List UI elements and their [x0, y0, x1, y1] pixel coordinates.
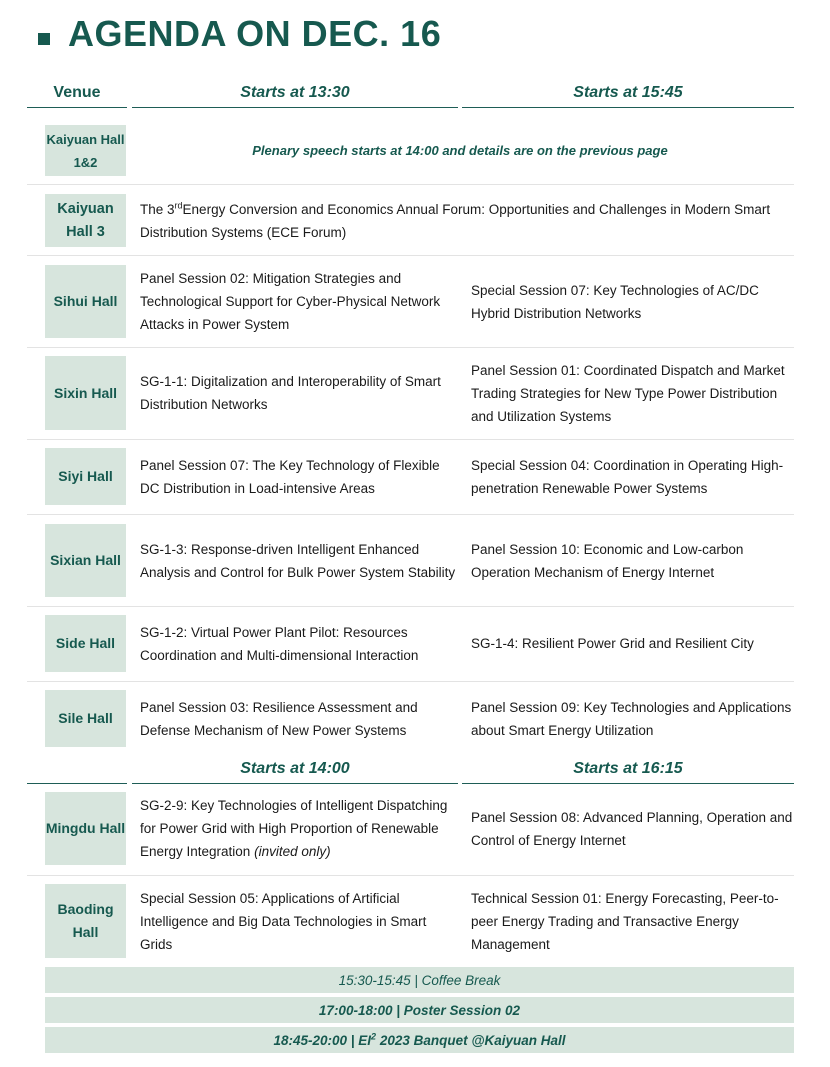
venue-label: Mingdu Hall: [45, 792, 126, 865]
session-ece-forum: [140, 194, 794, 247]
venue-label: Kaiyuan Hall 3: [45, 194, 126, 247]
header-venue-blank: [27, 760, 127, 784]
agenda-row-sixian: [27, 515, 794, 607]
session-col1: Panel Session 03: Resilience Assessment and Defense Mechanism of New Power Systems: [140, 699, 418, 738]
session-col2: Panel Session 10: Economic and Low-carbon Operation Mechanism of Energy Internet: [471, 541, 744, 580]
session-col1: SG-1-2: Virtual Power Plant Pilot: Resources Coordination and Multi-dimensional Interaction: [140, 624, 419, 663]
session-col2: Technical Session 01: Energy Forecasting, Peer-to-peer Energy Trading and Transactive Energy Management: [471, 890, 779, 952]
header-starts-1615: Starts at 16:15: [462, 760, 794, 784]
invited-note: (invited only): [254, 844, 331, 859]
session-col1: [140, 792, 458, 865]
session-text: SG-2-9: Key Technologies of Intelligent Dispatching for Power Grid with High Proportion of Renewable Energy Integration: [140, 798, 448, 859]
session-col1: Panel Session 02: Mitigation Strategies and Technological Support for Cyber-Physical Network Attacks in Power System: [140, 271, 441, 332]
venue-label: Sixian Hall: [45, 524, 126, 597]
session-col1: SG-1-1: Digitalization and Interoperability of Smart Distribution Networks: [140, 374, 441, 412]
plenary-note: Plenary speech starts at 14:00 and details are on the previous page: [252, 143, 668, 158]
venue-label: Sile Hall: [45, 690, 126, 747]
session-col1: Special Session 05: Applications of Artificial Intelligence and Big Data Technologies in Smart Grids: [140, 890, 427, 952]
session-col1: Panel Session 07: The Key Technology of Flexible DC Distribution in Load-intensive Areas: [140, 457, 440, 496]
venue-label: Kaiyuan Hall 1&2: [45, 125, 126, 176]
header-starts-1330: Starts at 13:30: [132, 84, 458, 108]
venue-label: Baoding Hall: [45, 884, 126, 958]
agenda-row-siyi: [27, 440, 794, 515]
venue-label: Side Hall: [45, 615, 126, 672]
agenda-row-side: [27, 607, 794, 682]
venue-label: Sihui Hall: [45, 265, 126, 338]
session-col2: SG-1-4: Resilient Power Grid and Resilient City: [471, 636, 754, 651]
agenda-row-mingdu: [27, 784, 794, 876]
title-bullet: [38, 33, 50, 45]
session-col2: Special Session 04: Coordination in Operating High-penetration Renewable Power Systems: [471, 457, 784, 496]
session-col2: Panel Session 08: Advanced Planning, Operation and Control of Energy Internet: [471, 809, 793, 848]
poster-session-band: 17:00-18:00 | Poster Session 02: [45, 997, 794, 1023]
agenda-row-sile: [27, 682, 794, 748]
banquet-text: 18:45-20:00 | $EI^2$ 2023 Banquet @Kaiyuan Hall: [273, 1031, 566, 1048]
venue-label: Sixin Hall: [45, 356, 126, 430]
banquet-band: [45, 1027, 794, 1053]
agenda-row-sixin: [27, 348, 794, 440]
agenda-row-baoding: [27, 876, 794, 962]
agenda-row-sihui: [27, 256, 794, 348]
header-starts-1400: Starts at 14:00: [132, 760, 458, 784]
venue-label: Siyi Hall: [45, 448, 126, 505]
header-starts-1545: Starts at 15:45: [462, 84, 794, 108]
agenda-row-kaiyuan-1-2: [27, 118, 794, 185]
page-title: AGENDA ON DEC. 16: [68, 13, 442, 54]
coffee-break-band: 15:30-15:45 | Coffee Break: [45, 967, 794, 993]
session-col2: Panel Session 09: Key Technologies and Applications about Smart Energy Utilization: [471, 699, 792, 738]
agenda-row-kaiyuan-3: [27, 185, 794, 256]
session-col2: Special Session 07: Key Technologies of AC/DC Hybrid Distribution Networks: [471, 282, 759, 321]
session-col2: Panel Session 01: Coordinated Dispatch and Market Trading Strategies for New Type Power Distribution and Utilization Systems: [471, 362, 785, 424]
header-venue: Venue: [27, 84, 127, 108]
page-title-block: [38, 12, 441, 56]
session-col1: SG-1-3: Response-driven Intelligent Enhanced Analysis and Control for Bulk Power System Stability: [140, 541, 456, 580]
session-text: The 3rdEnergy Conversion and Economics Annual Forum: Opportunities and Challenges in Modern Smart Distribution Systems (ECE Forum): [140, 200, 771, 240]
